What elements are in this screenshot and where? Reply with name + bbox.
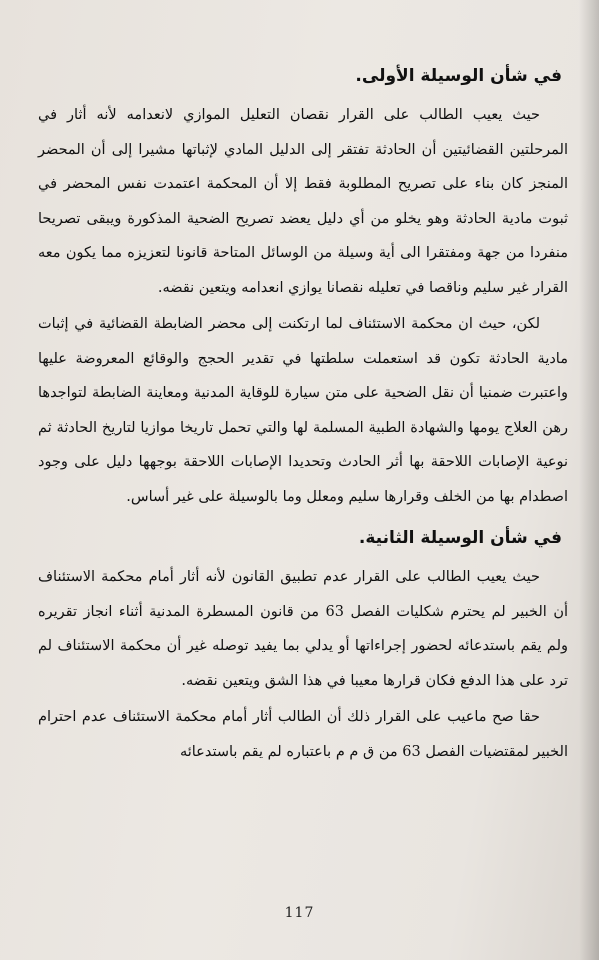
section-2-paragraph-2: حقا صح ماعيب على القرار ذلك أن الطالب أثار أمام محكمة الاستئناف عدم احترام الخبير لمقتضيات الفصل 63 من ق م م باعتباره لم يقم باستدعائه bbox=[38, 709, 568, 760]
section-1-paragraph-2: لكن، حيث ان محكمة الاستئناف لما ارتكنت إلى محضر الضابطة القضائية في إثبات مادية الحادثة تكون قد استعملت سلطتها في تقدير الحجج والوقائع المعروضة عليها واعتبرت ضمنيا أن نقل الضحية على متن سيارة للوقاية المدنية ومعاينة الضابطة لتواجدها رهن العلاج يومها والشهادة الطبية المسلمة لها والتي تحمل تاريخا موازيا لتاريخ الحادثة ثم نوعية الإصابات اللاحقة بها أثر الحادث وتحديدا الإصابات اللاحقة بوجهها دليل على وجود اصطدام بها من الخلف وقرارها سليم ومعلل وما بالوسيلة على غير أساس. bbox=[38, 316, 568, 505]
section-1-heading: في شأن الوسيلة الأولى. bbox=[355, 66, 562, 86]
section-1-paragraph-1: حيث يعيب الطالب على القرار نقصان التعليل الموازي لانعدامه لأنه أثار في المرحلتين القضائيتين أن الحادثة تفتقر إلى الدليل المادي لإثباتها مشيرا إلى أن المحضر المنجز كان بناء على تصريح المطلوبة فقط إلا أن المحكمة اعتمدت نفس المحضر في ثبوت مادية الحادثة وهو يخلو من أي دليل يعضد تصريح الضحية المذكورة ويبقى تصريحا منفردا من جهة ومفتقرا الى أية وسيلة من الوسائل المتاحة قانونا لتعزيزه مما يكون معه القرار غير سليم وناقصا في تعليله نقصانا يوازي انعدامه ويتعين نقضه. bbox=[38, 107, 568, 296]
page-edge-shadow bbox=[579, 0, 599, 960]
section-2-paragraph-1: حيث يعيب الطالب على القرار عدم تطبيق القانون لأنه أثار أمام محكمة الاستئناف أن الخبير لم يحترم شكليات الفصل 63 من قانون المسطرة المدنية أثناء انجاز تقريره ولم يقم باستدعائه لحضور إجراءاتها أو يدلي بما يفيد توصله غير أن محكمة الاستئناف لم ترد على هذا الدفع فكان قرارها معيبا في هذا الشق ويتعين نقضه. bbox=[38, 569, 568, 689]
section-2-heading: في شأن الوسيلة الثانية. bbox=[358, 528, 562, 548]
page-body bbox=[38, 64, 568, 769]
page-number: 117 bbox=[284, 905, 315, 921]
